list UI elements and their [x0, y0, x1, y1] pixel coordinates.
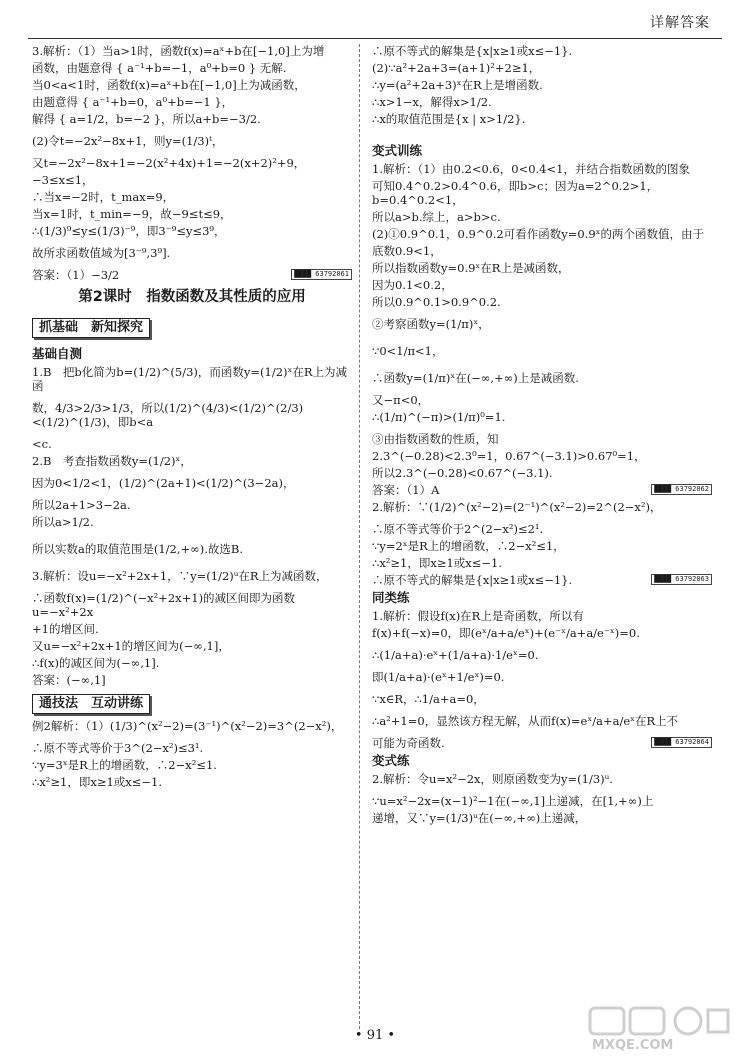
line-text: 所以2a+1>3−2a.: [32, 498, 131, 512]
text-line: [372, 344, 712, 358]
line-text: 即(1/a+a)·(eˣ+1/eˣ)=0.: [372, 670, 505, 684]
line-text: 又−π<0，: [372, 393, 430, 407]
text-line: [32, 498, 352, 512]
text-line: [372, 393, 712, 407]
text-line: [32, 156, 352, 170]
section-heading-wrap: [32, 690, 352, 719]
subsection-heading: [32, 347, 352, 361]
line-text: 抓基础 新知探究: [39, 320, 144, 335]
lesson-title: [32, 290, 352, 304]
line-text: 底数0.9<1，: [372, 244, 442, 258]
line-text: 当0<a<1时，函数f(x)=aˣ+b在[−1,0]上为减函数，: [32, 78, 306, 92]
line-text: 递增，又∵y=(1/3)ᵘ在(−∞,+∞)上递减，: [372, 811, 587, 825]
column-divider: [359, 44, 360, 1029]
text-line: [372, 670, 712, 684]
text-line: [32, 639, 352, 653]
line-text: (2)①0.9^0.1，0.9^0.2可看作函数y=0.9ˣ的两个函数值，由于: [372, 227, 705, 241]
answer-line: [372, 483, 712, 497]
text-line: [32, 365, 352, 393]
page-header-title: 详解答案: [650, 15, 710, 31]
right-column: [372, 44, 712, 828]
subsection-heading: [372, 591, 712, 605]
text-line: [372, 244, 712, 258]
line-text: 同类练: [372, 590, 410, 605]
text-line: [372, 648, 712, 662]
text-line: [372, 609, 712, 623]
line-text: ∴(1/a+a)·eˣ+(1/a+a)·1/eˣ=0.: [372, 648, 539, 662]
text-line: [32, 673, 352, 687]
line-text: 数，4/3>2/3>1/3，所以(1/2)^(4/3)<(1/2)^(2/3)<(1/2)^(1/3)，即b<a: [32, 401, 304, 429]
line-text: 所以a>b.综上，a>b>c.: [372, 210, 501, 224]
line-text: ②考察函数y=(1/π)ˣ，: [372, 317, 490, 331]
text-line: [372, 317, 712, 331]
line-text: ∵0<1/π<1，: [372, 344, 444, 358]
answer-line: [372, 573, 712, 587]
text-line: [372, 539, 712, 553]
text-line: [32, 78, 352, 92]
text-line: [32, 173, 352, 187]
line-text: 所以实数a的取值范围是(1/2,+∞).故选B.: [32, 542, 243, 556]
text-line: [372, 179, 712, 207]
line-text: ③由指数函数的性质，知: [372, 432, 499, 446]
line-text: 答案：（1）−3/2: [32, 268, 120, 282]
line-text: (2)令t=−2x²−8x+1，则y=(1/3)ᵗ，: [32, 134, 224, 148]
line-text: ∴函数f(x)=(1/2)^(−x²+2x+1)的减区间即为函数u=−x²+2x: [32, 591, 296, 619]
text-line: [32, 454, 352, 468]
line-text: 变式训练: [372, 143, 423, 158]
text-line: [372, 410, 712, 424]
line-text: 答案：(−∞,1]: [32, 673, 106, 687]
line-text: 基础自测: [32, 346, 83, 361]
text-line: [32, 622, 352, 636]
line-text: 由题意得 { a⁻¹+b=0，a⁰+b=−1 }，: [32, 95, 234, 109]
line-text: ∵x∈R，∴1/a+a=0，: [372, 692, 485, 706]
answer-line: [32, 268, 352, 282]
line-text: 例2解析：（1）(1/3)^(x²−2)=(3⁻¹)^(x²−2)=3^(2−x²)，: [32, 719, 343, 733]
text-line: [372, 210, 712, 224]
svg-text:MXQE.COM: MXQE.COM: [592, 1038, 674, 1052]
section-heading-box: [32, 318, 150, 338]
line-text: ∴x的取值范围是{x | x>1/2}.: [372, 112, 526, 126]
text-line: [372, 522, 712, 536]
text-line: [372, 794, 712, 808]
line-text: ∴x²≥1，即x≥1或x≤−1.: [32, 775, 163, 789]
line-text: 2.B 考查指数函数y=(1/2)ˣ，: [32, 454, 192, 468]
line-text: 所以a>1/2.: [32, 515, 94, 529]
line-text: 又t=−2x²−8x+1=−2(x²+4x)+1=−2(x+2)²+9，: [32, 156, 306, 170]
text-line: [32, 134, 352, 148]
line-text: 2.解析：∵(1/2)^(x²−2)=(2⁻¹)^(x²−2)=2^(2−x²)，: [372, 500, 662, 514]
line-text: −3≤x≤1，: [32, 173, 94, 187]
line-text: 解得 { a=1/2，b=−2 }，所以a+b=−3/2.: [32, 112, 261, 126]
section-heading-wrap: [32, 314, 352, 343]
text-line: [32, 542, 352, 556]
text-line: [372, 466, 712, 480]
line-text: 当x=1时，t_min=−9，故−9≤t≤9，: [32, 207, 232, 221]
line-text: 函数，由题意得 { a⁻¹+b=−1，a⁰+b=0 } 无解.: [32, 61, 287, 75]
code-stamp: ████ 63792062: [651, 484, 712, 495]
text-line: [372, 432, 712, 446]
text-line: [32, 401, 352, 429]
line-text: ∴x²≥1，即x≥1或x≤−1.: [372, 556, 503, 570]
line-text: 2.解析：令u=x²−2x，则原函数变为y=(1/3)ᵘ.: [372, 772, 613, 786]
text-line: [372, 61, 712, 75]
text-line: [32, 207, 352, 221]
text-line: [372, 112, 712, 126]
line-text: f(x)+f(−x)=0，即(eˣ/a+a/eˣ)+(e⁻ˣ/a+a/e⁻ˣ)=0.: [372, 626, 640, 640]
line-text: ∴x>1−x，解得x>1/2.: [372, 95, 492, 109]
text-line: [372, 95, 712, 109]
line-text: ∴y=(a²+2a+3)ˣ在R上是增函数.: [372, 78, 543, 92]
line-text: 所以2.3^(−0.28)<0.67^(−3.1).: [372, 466, 553, 480]
line-text: ∴f(x)的减区间为(−∞,1].: [32, 656, 160, 670]
line-text: 1.解析：（1）由0.2<0.6，0<0.4<1，并结合指数函数的图象: [372, 162, 690, 176]
line-text: ∴原不等式的解集是{x|x≥1或x≤−1}.: [372, 44, 573, 58]
text-line: [372, 295, 712, 309]
line-text: 因为0<1/2<1，(1/2)^(2a+1)<(1/2)^(3−2a)，: [32, 476, 295, 490]
answer-line: [372, 736, 712, 750]
page-number: • 91 •: [354, 1028, 396, 1043]
line-text: <c.: [32, 437, 52, 451]
line-text: ∴(1/3)⁹≤y≤(1/3)⁻⁹，即3⁻⁹≤y≤3⁹，: [32, 224, 226, 238]
text-line: [372, 227, 712, 241]
text-line: [372, 261, 712, 275]
text-line: [372, 556, 712, 570]
subsection-heading: [372, 754, 712, 768]
line-text: 又u=−x²+2x+1的增区间为(−∞,1]，: [32, 639, 230, 653]
section-heading-box: [32, 694, 150, 714]
line-text: ∵y=3ˣ是R上的增函数，∴2−x²≤1.: [32, 758, 217, 772]
line-text: ∵u=x²−2x=(x−1)²−1在(−∞,1]上递减，在[1,+∞)上: [372, 794, 654, 808]
text-line: [32, 775, 352, 789]
line-text: 2.3^(−0.28)<2.3⁰=1，0.67^(−3.1)>0.67⁰=1，: [372, 449, 646, 463]
text-line: [32, 246, 352, 260]
text-line: [32, 112, 352, 126]
text-line: [32, 476, 352, 490]
text-line: [32, 515, 352, 529]
line-text: ∴原不等式等价于2^(2−x²)≤2¹.: [372, 522, 544, 536]
line-text: ∴原不等式等价于3^(2−x²)≤3¹.: [32, 741, 204, 755]
text-line: [32, 437, 352, 451]
line-text: ∴原不等式的解集是{x|x≥1或x≤−1}.: [372, 573, 573, 587]
text-line: [32, 61, 352, 75]
text-line: [372, 371, 712, 385]
line-text: 所以0.9^0.1>0.9^0.2.: [372, 295, 501, 309]
text-line: [372, 162, 712, 176]
line-text: 1.解析：假设f(x)在R上是奇函数，所以有: [372, 609, 584, 623]
subsection-heading: [372, 144, 712, 158]
text-line: [32, 190, 352, 204]
text-line: [32, 741, 352, 755]
text-line: [372, 692, 712, 706]
line-text: 因为0.1<0.2，: [372, 278, 453, 292]
line-text: 第2课时 指数函数及其性质的应用: [78, 289, 306, 305]
line-text: ∴(1/π)^(−π)>(1/π)⁰=1.: [372, 410, 506, 424]
text-line: [32, 95, 352, 109]
line-text: ∴a²+1=0，显然该方程无解，从而f(x)=eˣ/a+a/eˣ在R上不: [372, 714, 679, 728]
line-text: (2)∵a²+2a+3=(a+1)²+2≥1，: [372, 61, 541, 75]
line-text: ∴当x=−2时，t_max=9，: [32, 190, 175, 204]
text-line: [32, 44, 352, 58]
line-text: 所以指数函数y=0.9ˣ在R上是减函数，: [372, 261, 570, 275]
code-stamp: ████ 63792061: [291, 269, 352, 280]
text-line: [372, 449, 712, 463]
left-column: [32, 44, 352, 792]
code-stamp: ████ 63792064: [651, 737, 712, 748]
line-text: 通技法 互动讲练: [39, 696, 144, 711]
text-line: [32, 224, 352, 238]
line-text: ∵y=2ˣ是R上的增函数，∴2−x²≤1，: [372, 539, 565, 553]
line-text: 1.B 把b化简为b=(1/2)^(5/3)，而函数y=(1/2)ˣ在R上为减函: [32, 365, 348, 393]
text-line: [32, 719, 352, 733]
text-line: [372, 772, 712, 786]
line-text: +1的增区间.: [32, 622, 99, 636]
text-line: [32, 656, 352, 670]
watermark-logo: [584, 1004, 734, 1052]
text-line: [32, 591, 352, 619]
text-line: [372, 500, 712, 514]
line-text: 可知0.4^0.2>0.4^0.6，即b>c；因为a=2^0.2>1，b=0.4^0.2<1，: [372, 179, 659, 207]
code-stamp: ████ 63792063: [651, 574, 712, 585]
line-text: 可能为奇函数.: [372, 736, 445, 750]
text-line: [372, 714, 712, 728]
text-line: [32, 758, 352, 772]
line-text: ∴函数y=(1/π)ˣ在(−∞,+∞)上是减函数.: [372, 371, 579, 385]
line-text: 变式练: [372, 753, 410, 768]
line-text: 故所求函数值域为[3⁻⁹,3⁹].: [32, 246, 171, 260]
text-line: [372, 44, 712, 58]
text-line: [372, 626, 712, 640]
header-rule: [28, 38, 722, 39]
line-text: 答案：（1）A: [372, 483, 440, 497]
text-line: [372, 278, 712, 292]
line-text: 3.解析：设u=−x²+2x+1，∵y=(1/2)ᵘ在R上为减函数，: [32, 569, 328, 583]
text-line: [372, 78, 712, 92]
text-line: [32, 569, 352, 583]
line-text: 3.解析：（1）当a>1时，函数f(x)=aˣ+b在[−1,0]上为增: [32, 44, 325, 58]
text-line: [372, 811, 712, 825]
